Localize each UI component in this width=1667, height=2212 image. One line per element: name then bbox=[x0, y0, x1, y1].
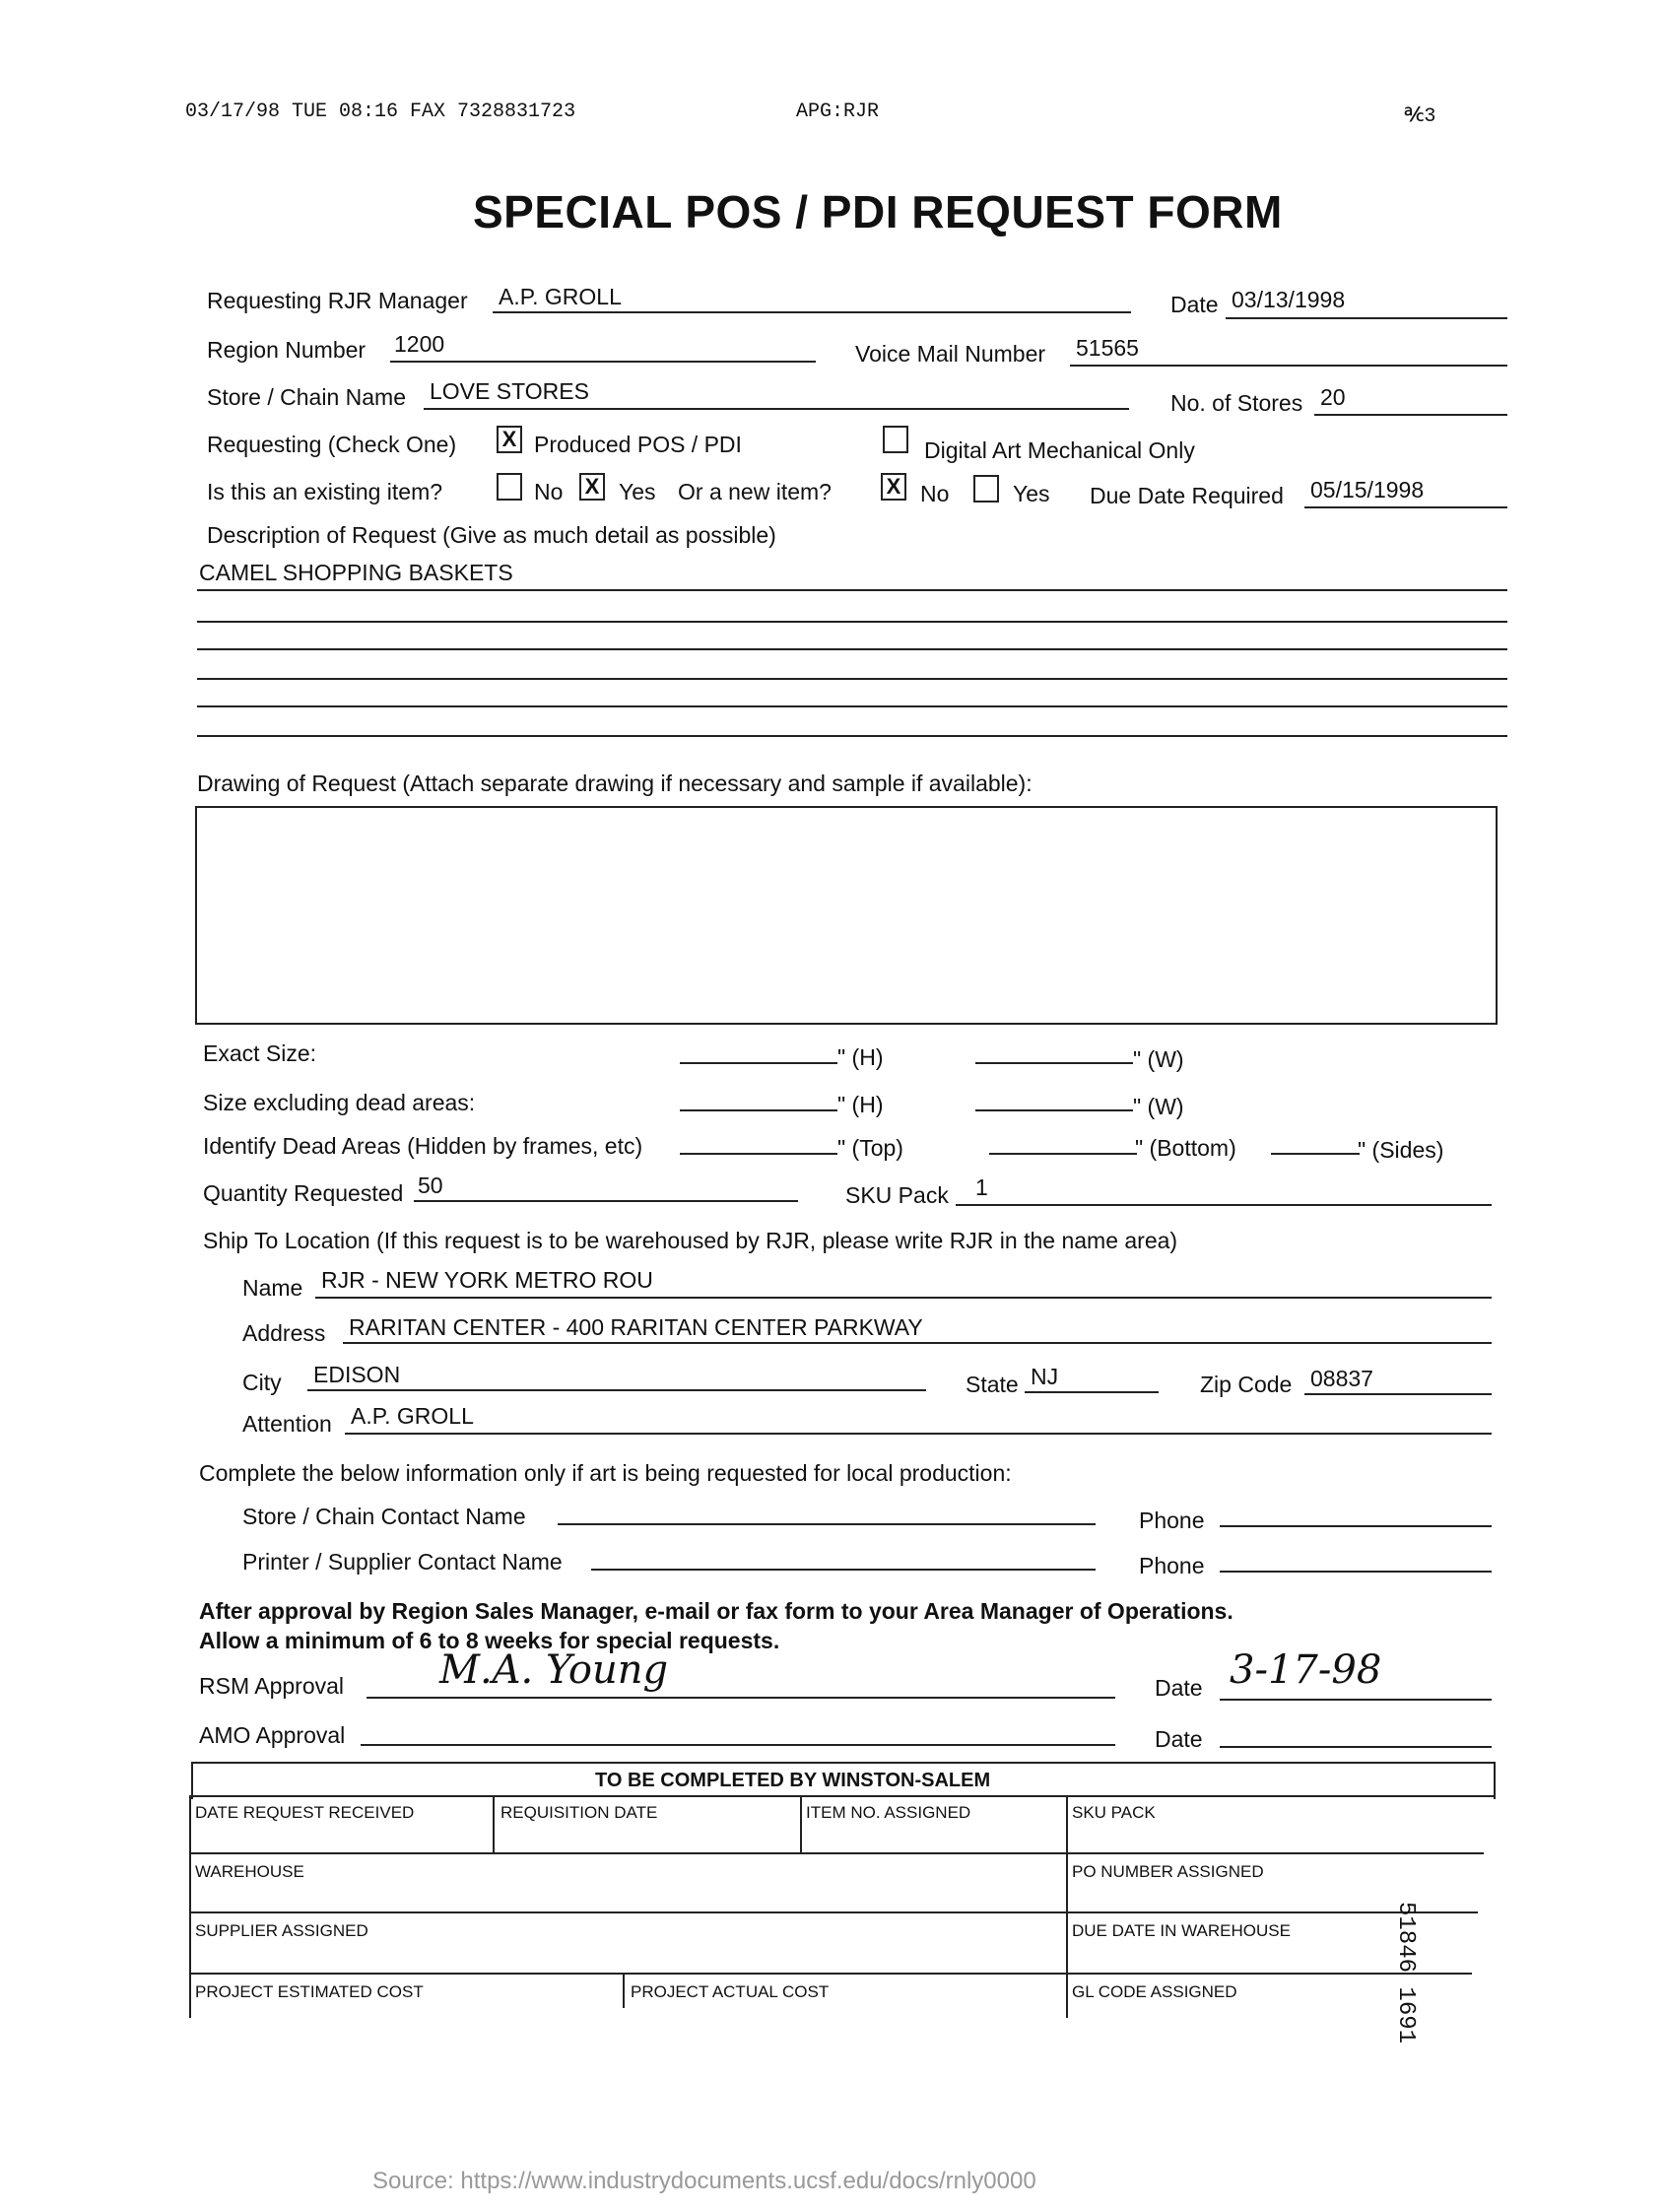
ship-city-value: EDISON bbox=[313, 1362, 401, 1387]
exact-w-unit: " (W) bbox=[1133, 1046, 1184, 1072]
ship-city-line bbox=[307, 1389, 926, 1391]
store-contact-label: Store / Chain Contact Name bbox=[242, 1504, 526, 1529]
rsm-date-label: Date bbox=[1155, 1675, 1203, 1701]
gl-code-cell: GL CODE ASSIGNED bbox=[1072, 1982, 1237, 2001]
exact-w-line bbox=[975, 1062, 1133, 1064]
winston-col3-rule bbox=[1066, 1795, 1068, 2018]
winston-row1-rule bbox=[189, 1852, 1484, 1854]
store-contact-line bbox=[558, 1523, 1096, 1525]
desc-line-5 bbox=[197, 705, 1507, 707]
date-received-cell: DATE REQUEST RECEIVED bbox=[195, 1803, 415, 1822]
fax-header-center: APG:RJR bbox=[796, 101, 880, 123]
amo-label: AMO Approval bbox=[199, 1722, 346, 1748]
identify-label: Identify Dead Areas (Hidden by frames, etc) bbox=[203, 1133, 643, 1159]
bottom-unit: " (Bottom) bbox=[1135, 1135, 1236, 1161]
dead-h-unit: " (H) bbox=[837, 1092, 884, 1117]
ship-address-label: Address bbox=[242, 1320, 326, 1346]
printer-phone-line bbox=[1220, 1571, 1492, 1573]
ship-zip-value: 08837 bbox=[1310, 1366, 1373, 1391]
winston-col1-rule bbox=[493, 1795, 495, 1852]
sides-line bbox=[1271, 1153, 1360, 1155]
desc-label: Description of Request (Give as much detail as possible) bbox=[207, 522, 776, 548]
ship-name-line bbox=[315, 1297, 1492, 1299]
ship-attention-value: A.P. GROLL bbox=[351, 1403, 474, 1429]
rsm-label: RSM Approval bbox=[199, 1673, 345, 1699]
new-yes-checkbox[interactable] bbox=[973, 475, 999, 503]
top-line bbox=[680, 1153, 837, 1155]
new-no-checkbox[interactable]: X bbox=[881, 473, 906, 501]
winston-cost-rule bbox=[623, 1973, 625, 2008]
new-yes-label: Yes bbox=[1013, 481, 1050, 506]
warehouse-cell: WAREHOUSE bbox=[195, 1862, 304, 1881]
amo-date-label: Date bbox=[1155, 1726, 1203, 1752]
manager-label: Requesting RJR Manager bbox=[207, 288, 468, 313]
region-label: Region Number bbox=[207, 337, 367, 363]
winston-title: TO BE COMPLETED BY WINSTON-SALEM bbox=[595, 1770, 991, 1791]
sku-value: 1 bbox=[975, 1174, 988, 1200]
produced-checkbox[interactable]: X bbox=[497, 426, 522, 453]
voicemail-value: 51565 bbox=[1076, 335, 1139, 361]
region-line bbox=[390, 361, 816, 363]
due-label: Due Date Required bbox=[1090, 483, 1284, 508]
quantity-value: 50 bbox=[418, 1173, 443, 1198]
ship-zip-label: Zip Code bbox=[1200, 1372, 1293, 1397]
store-line bbox=[424, 408, 1129, 410]
ship-state-label: State bbox=[966, 1372, 1019, 1397]
num-stores-label: No. of Stores bbox=[1170, 390, 1303, 416]
voicemail-label: Voice Mail Number bbox=[855, 341, 1046, 367]
dead-w-unit: " (W) bbox=[1133, 1094, 1184, 1119]
ship-address-value: RARITAN CENTER - 400 RARITAN CENTER PARKWAY bbox=[349, 1314, 923, 1340]
requisition-date-cell: REQUISITION DATE bbox=[500, 1803, 658, 1822]
digital-label: Digital Art Mechanical Only bbox=[924, 437, 1195, 463]
digital-checkbox[interactable] bbox=[883, 426, 908, 453]
dead-size-label: Size excluding dead areas: bbox=[203, 1090, 476, 1115]
sku-line bbox=[956, 1204, 1492, 1206]
winston-top-rule bbox=[189, 1795, 1496, 1797]
desc-line-3 bbox=[197, 648, 1507, 650]
exact-size-label: Exact Size: bbox=[203, 1040, 317, 1066]
produced-label: Produced POS / PDI bbox=[534, 432, 742, 457]
exact-h-unit: " (H) bbox=[837, 1044, 884, 1070]
existing-yes-label: Yes bbox=[619, 479, 656, 504]
fax-page-number: ℀3 bbox=[1404, 105, 1436, 128]
desc-line-6 bbox=[197, 735, 1507, 737]
supplier-cell: SUPPLIER ASSIGNED bbox=[195, 1921, 368, 1940]
ship-name-label: Name bbox=[242, 1275, 303, 1301]
rsm-date-line bbox=[1220, 1699, 1492, 1701]
store-phone-label: Phone bbox=[1139, 1508, 1205, 1533]
quantity-line bbox=[414, 1200, 798, 1202]
exact-h-line bbox=[680, 1062, 837, 1064]
side-document-number: 51846 1691 bbox=[1392, 1902, 1419, 2044]
due-warehouse-cell: DUE DATE IN WAREHOUSE bbox=[1072, 1921, 1291, 1940]
sides-unit: " (Sides) bbox=[1358, 1137, 1444, 1163]
ship-state-value: NJ bbox=[1031, 1364, 1059, 1389]
bottom-line bbox=[989, 1153, 1137, 1155]
new-no-label: No bbox=[920, 481, 950, 506]
form-title: SPECIAL POS / PDI REQUEST FORM bbox=[473, 186, 1283, 237]
desc-line-2 bbox=[197, 621, 1507, 623]
winston-row2-rule bbox=[189, 1911, 1478, 1913]
date-value: 03/13/1998 bbox=[1232, 287, 1346, 312]
approval-note-1: After approval by Region Sales Manager, e-mail or fax form to your Area Manager of Operations. bbox=[199, 1598, 1234, 1624]
ship-address-line bbox=[343, 1342, 1492, 1344]
amo-line bbox=[361, 1744, 1115, 1746]
quantity-label: Quantity Requested bbox=[203, 1180, 404, 1206]
local-intro: Complete the below information only if art is being requested for local production: bbox=[199, 1460, 1012, 1486]
printer-contact-label: Printer / Supplier Contact Name bbox=[242, 1549, 563, 1575]
drawing-box bbox=[195, 806, 1498, 1025]
dead-w-line bbox=[975, 1109, 1133, 1111]
num-stores-value: 20 bbox=[1320, 384, 1346, 410]
po-number-cell: PO NUMBER ASSIGNED bbox=[1072, 1862, 1264, 1881]
estimated-cost-cell: PROJECT ESTIMATED COST bbox=[195, 1982, 424, 2001]
printer-phone-label: Phone bbox=[1139, 1553, 1205, 1578]
region-value: 1200 bbox=[394, 331, 445, 357]
approval-note-2: Allow a minimum of 6 to 8 weeks for special requests. bbox=[199, 1628, 780, 1653]
ship-state-line bbox=[1025, 1391, 1159, 1393]
desc-line-4 bbox=[197, 678, 1507, 680]
due-line bbox=[1304, 506, 1507, 508]
date-label: Date bbox=[1170, 292, 1219, 317]
manager-value: A.P. GROLL bbox=[499, 284, 622, 309]
rsm-date-value: 3-17-98 bbox=[1230, 1647, 1382, 1693]
existing-label: Is this an existing item? bbox=[207, 479, 443, 504]
fax-header-left: 03/17/98 TUE 08:16 FAX 7328831723 bbox=[185, 101, 576, 123]
desc-line-1 bbox=[197, 589, 1507, 591]
date-line bbox=[1226, 317, 1507, 319]
desc-value: CAMEL SHOPPING BASKETS bbox=[199, 560, 513, 585]
ship-name-value: RJR - NEW YORK METRO ROU bbox=[321, 1267, 653, 1293]
printer-contact-line bbox=[591, 1569, 1096, 1571]
store-label: Store / Chain Name bbox=[207, 384, 406, 410]
rsm-line bbox=[367, 1697, 1115, 1699]
winston-col2-rule bbox=[800, 1795, 802, 1852]
ship-zip-line bbox=[1304, 1393, 1492, 1395]
winston-row3-rule bbox=[189, 1973, 1472, 1975]
ship-intro: Ship To Location (If this request is to be warehoused by RJR, please write RJR in the name area) bbox=[203, 1228, 1178, 1253]
num-stores-line bbox=[1314, 414, 1507, 416]
existing-no-label: No bbox=[534, 479, 564, 504]
item-no-cell: ITEM NO. ASSIGNED bbox=[806, 1803, 971, 1822]
requesting-label: Requesting (Check One) bbox=[207, 432, 457, 457]
winston-left-rule bbox=[189, 1795, 191, 2018]
amo-date-line bbox=[1220, 1746, 1492, 1748]
top-unit: " (Top) bbox=[837, 1135, 903, 1161]
new-item-label: Or a new item? bbox=[678, 479, 832, 504]
actual-cost-cell: PROJECT ACTUAL COST bbox=[631, 1982, 830, 2001]
drawing-label: Drawing of Request (Attach separate drawing if necessary and sample if available): bbox=[197, 771, 1033, 796]
store-value: LOVE STORES bbox=[430, 378, 589, 404]
sku-label: SKU Pack bbox=[845, 1182, 949, 1208]
sku-pack-cell: SKU PACK bbox=[1072, 1803, 1156, 1822]
voicemail-line bbox=[1070, 365, 1507, 367]
due-value: 05/15/1998 bbox=[1310, 477, 1425, 503]
dead-h-line bbox=[680, 1109, 837, 1111]
ship-attention-line bbox=[345, 1433, 1492, 1435]
rsm-signature: M.A. Young bbox=[439, 1647, 669, 1693]
manager-line bbox=[493, 311, 1131, 313]
existing-yes-checkbox[interactable]: X bbox=[579, 473, 605, 501]
ship-attention-label: Attention bbox=[242, 1411, 332, 1437]
source-footer: Source: https://www.industrydocuments.ucsf.edu/docs/rnly0000 bbox=[372, 2168, 1036, 2194]
store-phone-line bbox=[1220, 1525, 1492, 1527]
ship-city-label: City bbox=[242, 1370, 282, 1395]
existing-no-checkbox[interactable] bbox=[497, 473, 522, 501]
